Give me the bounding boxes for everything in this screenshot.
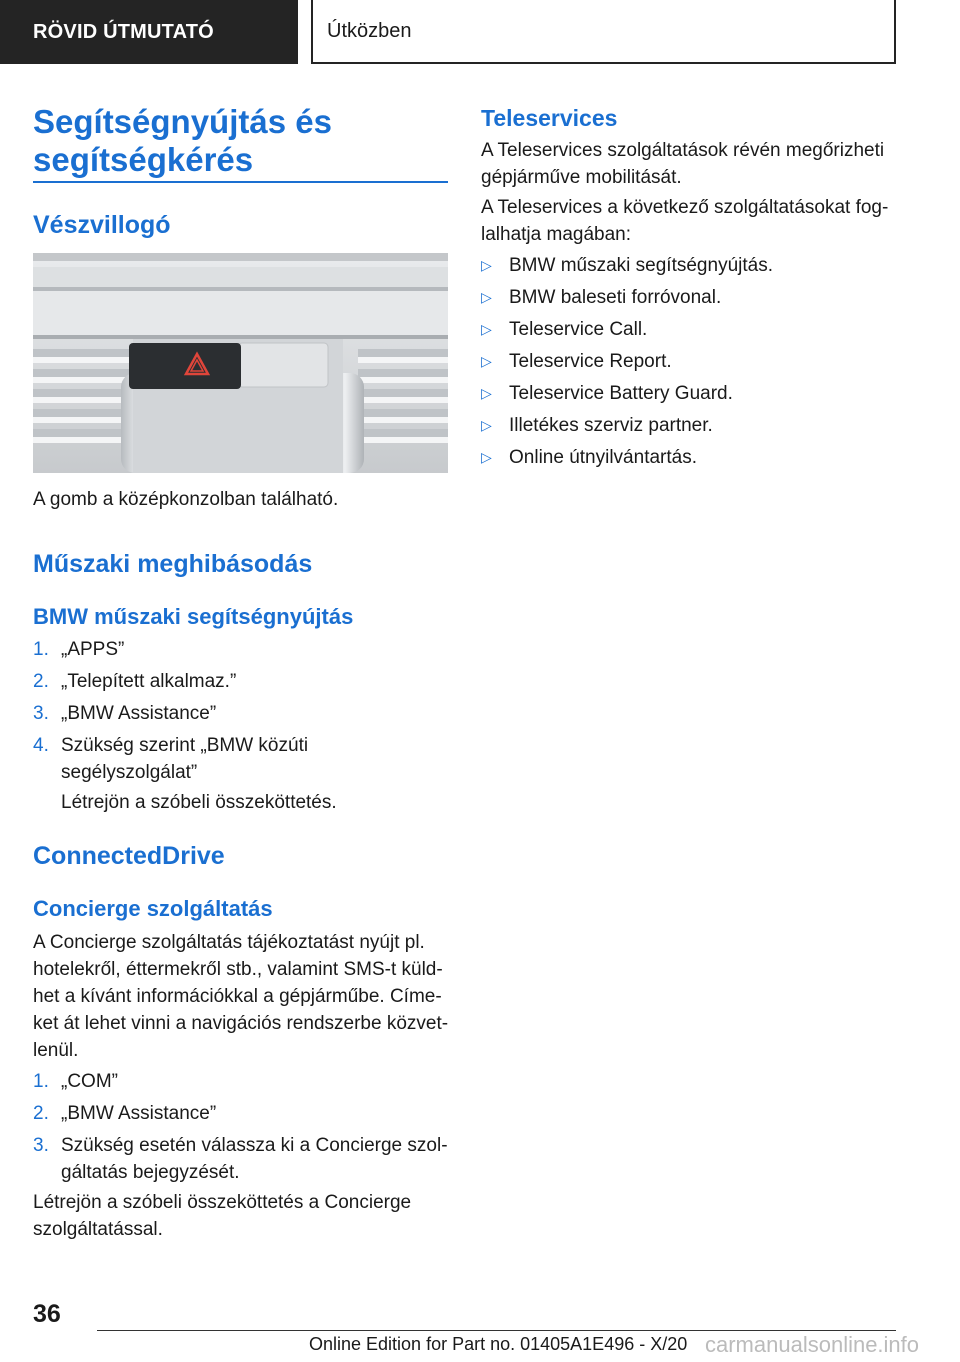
teleservices-heading: Teleservices xyxy=(481,105,618,131)
triangle-bullet-icon: ▷ xyxy=(481,417,492,433)
page-title xyxy=(33,103,448,179)
triangle-bullet-icon: ▷ xyxy=(481,257,492,273)
step-text: „COM” xyxy=(61,1071,118,1092)
footer-divider xyxy=(97,1330,896,1331)
list-item-text: BMW műszaki segítségnyújtás. xyxy=(509,255,773,276)
step-number: 1. xyxy=(33,639,49,660)
list-item xyxy=(33,1100,451,1127)
triangle-bullet-icon: ▷ xyxy=(481,289,492,305)
list-item xyxy=(33,1132,451,1186)
triangle-bullet-icon: ▷ xyxy=(481,449,492,465)
list-item-text: Teleservice Call. xyxy=(509,319,648,340)
concierge-result: Létrejön a szóbeli összeköttetés a Concierge szolgáltatással. xyxy=(33,1192,412,1240)
list-item-text: Illetékes szerviz partner. xyxy=(509,415,713,436)
list-item xyxy=(481,444,896,471)
step-text: „BMW Assistance” xyxy=(61,703,217,724)
concierge-subheading: Concierge szolgáltatás xyxy=(33,896,273,921)
page-title-line-2: segítségkérés xyxy=(33,141,254,178)
triangle-bullet-icon: ▷ xyxy=(481,321,492,337)
list-item-text: Teleservice Battery Guard. xyxy=(509,383,733,404)
teleservices-paragraph-1: A Teleservices szolgáltatások révén megőrizheti gépjárműve mobilitását. xyxy=(481,140,885,188)
list-item xyxy=(33,668,448,695)
header-chapter-tab: Útközben xyxy=(311,0,896,64)
step-text: „BMW Assistance” xyxy=(61,1103,217,1124)
hazard-button-photo xyxy=(33,253,448,473)
step-number: 3. xyxy=(33,1135,49,1156)
list-item xyxy=(33,636,448,663)
list-item xyxy=(481,380,896,407)
list-item-text: Teleservice Report. xyxy=(509,351,672,372)
footer-edition: Online Edition for Part no. 01405A1E496 - X/20 xyxy=(309,1334,688,1354)
list-item xyxy=(33,700,448,727)
list-item xyxy=(481,348,896,375)
step-text: „APPS” xyxy=(61,639,125,660)
list-item xyxy=(481,252,896,279)
list-item xyxy=(481,316,896,343)
step-number: 2. xyxy=(33,1103,49,1124)
concierge-steps xyxy=(33,1068,451,1191)
center-console-illustration xyxy=(33,253,448,473)
breakdown-subheading: BMW műszaki segítségnyújtás xyxy=(33,604,354,629)
step-number: 3. xyxy=(33,703,49,724)
breakdown-heading: Műszaki meghibásodás xyxy=(33,550,313,578)
hazard-caption: A gomb a középkonzolban található. xyxy=(33,489,339,510)
triangle-bullet-icon: ▷ xyxy=(481,385,492,401)
watermark: carmanualsonline.info xyxy=(705,1332,920,1357)
page-number: 36 xyxy=(33,1300,61,1328)
step-number: 4. xyxy=(33,735,49,756)
teleservices-list xyxy=(481,252,896,476)
list-item xyxy=(33,732,353,786)
list-item xyxy=(33,1068,451,1095)
list-item xyxy=(481,284,896,311)
step-text: „Telepített alkalmaz.” xyxy=(61,671,237,692)
concierge-intro: A Concierge szolgáltatás tájékoztatást nyújt pl. hotelekről, éttermekről stb., valamint SMS-t küld-het a kívánt információkkal a gépjárműbe. Címe-ket át lehet vinni a navigációs rendszerbe közvet-lenül. xyxy=(33,932,449,1061)
title-divider xyxy=(33,181,448,183)
connected-heading: ConnectedDrive xyxy=(33,842,225,870)
header-section-tab: RÖVID ÚTMUTATÓ xyxy=(0,0,298,64)
list-item-text: BMW baleseti forróvonal. xyxy=(509,287,722,308)
step-text: Szükség szerint „BMW közúti segélyszolgálat” xyxy=(61,735,309,783)
triangle-bullet-icon: ▷ xyxy=(481,353,492,369)
breakdown-result: Létrejön a szóbeli összeköttetés. xyxy=(61,792,337,813)
teleservices-paragraph-2: A Teleservices a következő szolgáltatásokat fog-lalhatja magában: xyxy=(481,197,889,245)
step-text: Szükség esetén válassza ki a Concierge szol-gáltatás bejegyzését. xyxy=(61,1135,448,1183)
step-number: 2. xyxy=(33,671,49,692)
breakdown-steps xyxy=(33,636,448,791)
step-number: 1. xyxy=(33,1071,49,1092)
list-item xyxy=(481,412,896,439)
page-title-line-1: Segítségnyújtás és xyxy=(33,103,332,140)
list-item-text: Online útnyilvántartás. xyxy=(509,447,697,468)
hazard-heading: Vészvillogó xyxy=(33,211,171,239)
